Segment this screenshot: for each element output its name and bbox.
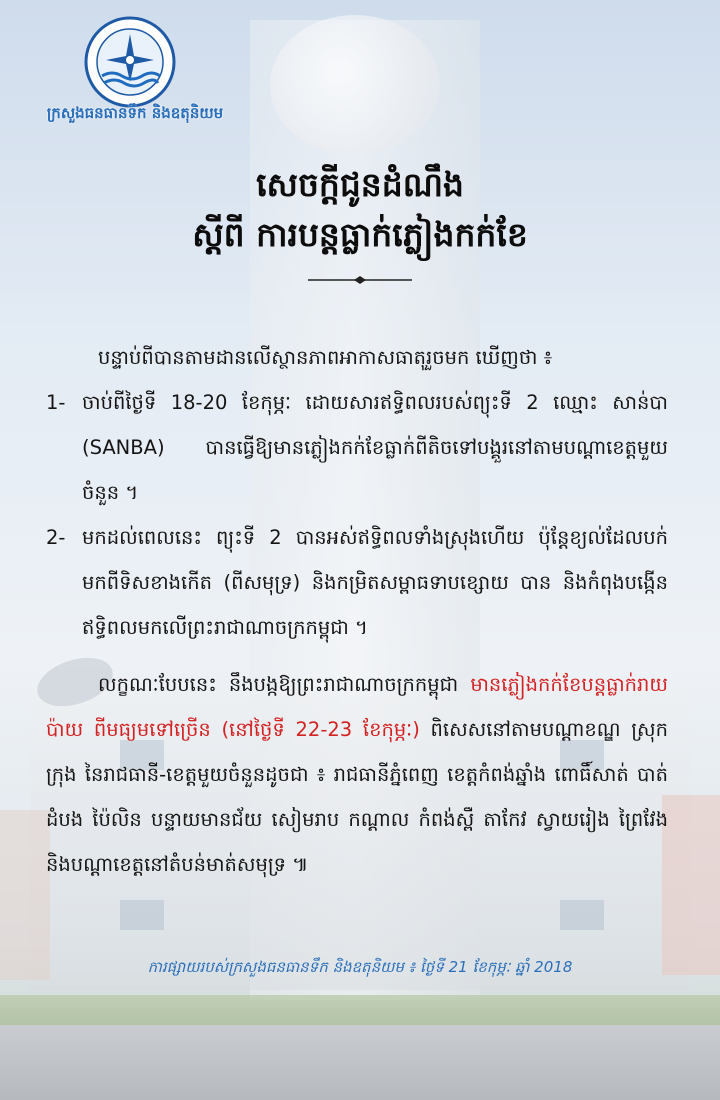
background-house-right [662,795,720,975]
list-item-text: មកដល់ពេលនេះ ព្យុះទី 2 បានអស់ឥទ្ធិពលទាំងស្រុងហើយ ប៉ុន្តែខ្យល់ដែលបក់មកពីទិសខាងកើត (ពីសមុទ្រ) និងកម្រិតសម្ពាធទាបខ្សោយ បាន និងកំពុងបង្កើនឥទ្ធិពលមកលើព្រះរាជាណាចក្រកម្ពុជា ។ [82,526,668,639]
announcement-title [0,160,720,260]
forecast-lead: លក្ខណៈបែបនេះ នឹងបង្កឱ្យព្រះរាជាណាចក្រកម្ពុជា [98,673,459,696]
forecast-paragraph [46,662,668,887]
background-road [0,1025,720,1100]
title-divider [308,270,412,280]
background-radar-dome [270,15,440,155]
forecast-details: ពិសេសនៅតាមបណ្ដាខណ្ឌ ស្រុក ក្រុង នៃរាជធានី-ខេត្តមួយចំនួនដូចជា ៖ រាជធានីភ្នំពេញ ខេត្តកំពង់ឆ្នាំង ពោធិ៍សាត់ បាត់ដំបង ប៉ៃលិន បន្ទាយមានជ័យ សៀមរាប កណ្ដាល កំពង់ស្ពឺ តាកែវ ស្វាយរៀង ព្រៃវែង និងបណ្ដាខេត្តនៅតំបន់មាត់សមុទ្រ ៕ [46,718,668,876]
list-item-number: 2- [46,526,66,549]
background-house-left [0,810,50,980]
title-line-2: ស្ដីពី ការបន្ដធ្លាក់ភ្លៀងកក់ខែ [192,215,528,254]
title-line-1: សេចក្ដីជូនដំណឹង [256,165,464,204]
list-item [46,515,668,650]
ministry-name: ក្រសួងធនធានទឹក និងឧតុនិយម [46,104,224,122]
publication-footer: ការផ្សាយរបស់ក្រសួងធនធានទឹក និងឧតុនិយម ៖ ថ្ងៃទី 21 ខែកុម្ភៈ ឆ្នាំ 2018 [147,958,573,976]
background-window [560,900,604,930]
list-item-number: 1- [46,391,66,414]
announcement-body [46,335,668,887]
background-lawn [0,995,720,1025]
list-item [46,380,668,515]
ministry-logo [84,16,176,108]
intro-paragraph: បន្ទាប់ពីបានតាមដានលើស្ថានភាពអាកាសធាតុរួចមក ឃើញថា ៖ [98,346,553,369]
background-window [120,900,164,930]
list-item-text: ចាប់ពីថ្ងៃទី 18-20 ខែកុម្ភៈ ដោយសារឥទ្ធិពលរបស់ព្យុះទី 2 ឈ្មោះ សាន់បា (SANBA) បានធ្វើឱ្យមានភ្លៀងកក់ខែធ្លាក់ពីតិចទៅបង្គួរនៅតាមបណ្ដាខេត្តមួយចំនួន ។ [82,391,668,504]
forecast-highlight: មានភ្លៀងកក់ខែបន្តធ្លាក់រាយប៉ាយ ពីមធ្យមទៅច្រើន (នៅថ្ងៃទី 22-23 ខែកុម្ភៈ) [46,673,668,741]
